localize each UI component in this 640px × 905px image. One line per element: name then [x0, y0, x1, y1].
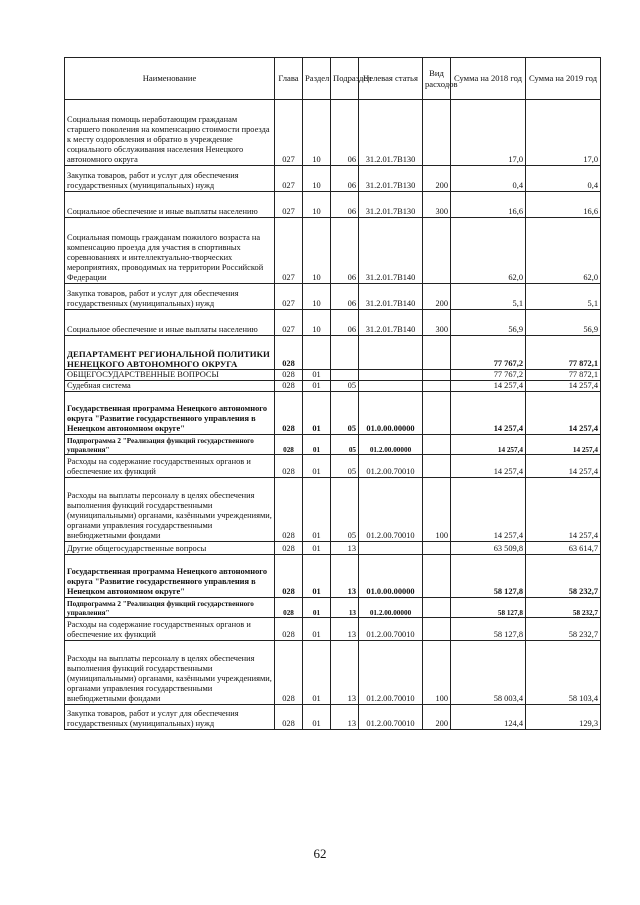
- cell-sum-2018: 62,0: [451, 218, 526, 284]
- cell-statya: 01.2.00.00000: [359, 598, 423, 618]
- cell-vid: [423, 435, 451, 455]
- cell-glava: 028: [275, 435, 303, 455]
- cell-name: Расходы на выплаты персоналу в целях обеспечения выполнения функций государственными (муниципальными) органами, казёнными учреждениями, органами управления государственными внебюджетными фондами: [65, 478, 275, 542]
- cell-sum-2018: 58 003,4: [451, 641, 526, 705]
- cell-razdel: 01: [303, 542, 331, 555]
- header-name: Наименование: [65, 58, 275, 100]
- cell-sum-2019: 58 103,4: [526, 641, 601, 705]
- cell-sum-2019: 56,9: [526, 310, 601, 336]
- cell-statya: 31.2.01.7В140: [359, 218, 423, 284]
- cell-podrazdel: 13: [331, 705, 359, 730]
- table-row: [65, 218, 601, 284]
- cell-name: Государственная программа Ненецкого автономного округа "Развитие государственного управления в Ненецком автономном округе": [65, 555, 275, 598]
- cell-sum-2018: 56,9: [451, 310, 526, 336]
- cell-razdel: 01: [303, 392, 331, 435]
- cell-vid: [423, 100, 451, 166]
- cell-statya: 31.2.01.7В130: [359, 192, 423, 218]
- cell-glava: 028: [275, 370, 303, 381]
- cell-razdel: 01: [303, 598, 331, 618]
- header-podrazdel: Подраздел: [331, 58, 359, 100]
- table-row: [65, 166, 601, 192]
- table-row: [65, 542, 601, 555]
- cell-podrazdel: 06: [331, 100, 359, 166]
- cell-statya: 01.2.00.00000: [359, 435, 423, 455]
- table-row: [65, 598, 601, 618]
- cell-sum-2018: 63 509,8: [451, 542, 526, 555]
- cell-podrazdel: 13: [331, 641, 359, 705]
- cell-razdel: 01: [303, 478, 331, 542]
- cell-name: Социальное обеспечение и иные выплаты населению: [65, 310, 275, 336]
- cell-sum-2018: 58 127,8: [451, 555, 526, 598]
- cell-sum-2019: 14 257,4: [526, 478, 601, 542]
- cell-sum-2019: 58 232,7: [526, 598, 601, 618]
- table-row: [65, 705, 601, 730]
- cell-sum-2018: 77 767,2: [451, 370, 526, 381]
- cell-razdel: 10: [303, 284, 331, 310]
- cell-podrazdel: 13: [331, 598, 359, 618]
- cell-podrazdel: 05: [331, 435, 359, 455]
- cell-podrazdel: [331, 370, 359, 381]
- cell-name: Судебная система: [65, 381, 275, 392]
- cell-vid: [423, 336, 451, 370]
- cell-sum-2018: 58 127,8: [451, 598, 526, 618]
- cell-glava: 028: [275, 705, 303, 730]
- header-sum-2018: Сумма на 2018 год: [451, 58, 526, 100]
- cell-sum-2018: 124,4: [451, 705, 526, 730]
- cell-glava: 028: [275, 478, 303, 542]
- cell-podrazdel: 06: [331, 310, 359, 336]
- cell-name: Расходы на выплаты персоналу в целях обеспечения выполнения функций государственными (муниципальными) органами, казёнными учреждениями, органами управления государственными внебюджетными фондами: [65, 641, 275, 705]
- header-razdel: Раздел: [303, 58, 331, 100]
- cell-razdel: 10: [303, 166, 331, 192]
- budget-table: [64, 57, 601, 730]
- cell-podrazdel: 05: [331, 392, 359, 435]
- cell-glava: 028: [275, 641, 303, 705]
- cell-podrazdel: 05: [331, 478, 359, 542]
- cell-sum-2019: 16,6: [526, 192, 601, 218]
- cell-sum-2018: 16,6: [451, 192, 526, 218]
- cell-vid: [423, 455, 451, 478]
- cell-statya: 01.2.00.70010: [359, 455, 423, 478]
- cell-glava: 028: [275, 542, 303, 555]
- cell-glava: 028: [275, 336, 303, 370]
- cell-podrazdel: 13: [331, 555, 359, 598]
- cell-name: Подпрограмма 2 "Реализация функций государственного управления": [65, 435, 275, 455]
- cell-vid: [423, 618, 451, 641]
- cell-razdel: 01: [303, 381, 331, 392]
- cell-name: Закупка товаров, работ и услуг для обеспечения государственных (муниципальных) нужд: [65, 284, 275, 310]
- page-number: 62: [313, 846, 327, 861]
- cell-glava: 027: [275, 100, 303, 166]
- cell-sum-2019: 63 614,7: [526, 542, 601, 555]
- cell-podrazdel: 06: [331, 218, 359, 284]
- cell-glava: 027: [275, 166, 303, 192]
- cell-sum-2018: 77 767,2: [451, 336, 526, 370]
- cell-name: Государственная программа Ненецкого автономного округа "Развитие государственного управления в Ненецком автономном округе": [65, 392, 275, 435]
- cell-podrazdel: 05: [331, 381, 359, 392]
- cell-sum-2019: 17,0: [526, 100, 601, 166]
- cell-razdel: 01: [303, 705, 331, 730]
- cell-statya: 31.2.01.7В130: [359, 166, 423, 192]
- cell-sum-2018: 17,0: [451, 100, 526, 166]
- cell-name: Подпрограмма 2 "Реализация функций государственного управления": [65, 598, 275, 618]
- cell-razdel: 01: [303, 435, 331, 455]
- cell-vid: 300: [423, 310, 451, 336]
- cell-podrazdel: 13: [331, 542, 359, 555]
- header-sum-2019: Сумма на 2019 год: [526, 58, 601, 100]
- cell-glava: 028: [275, 598, 303, 618]
- table-row: [65, 284, 601, 310]
- header-glava: Глава: [275, 58, 303, 100]
- cell-name: Другие общегосударственные вопросы: [65, 542, 275, 555]
- table-row: [65, 618, 601, 641]
- cell-glava: 028: [275, 455, 303, 478]
- table-row: [65, 392, 601, 435]
- cell-sum-2019: 5,1: [526, 284, 601, 310]
- cell-sum-2019: 77 872,1: [526, 336, 601, 370]
- cell-vid: 200: [423, 705, 451, 730]
- header-vid: Вид расходов: [423, 58, 451, 100]
- cell-vid: [423, 392, 451, 435]
- cell-glava: 028: [275, 381, 303, 392]
- cell-razdel: 01: [303, 555, 331, 598]
- cell-podrazdel: 06: [331, 192, 359, 218]
- cell-podrazdel: 05: [331, 455, 359, 478]
- cell-statya: [359, 336, 423, 370]
- table-row: [65, 455, 601, 478]
- cell-vid: [423, 218, 451, 284]
- cell-razdel: [303, 336, 331, 370]
- cell-name: Социальное обеспечение и иные выплаты населению: [65, 192, 275, 218]
- cell-sum-2018: 0,4: [451, 166, 526, 192]
- cell-name: ДЕПАРТАМЕНТ РЕГИОНАЛЬНОЙ ПОЛИТИКИ НЕНЕЦКОГО АВТОНОМНОГО ОКРУГА: [65, 336, 275, 370]
- cell-razdel: 01: [303, 370, 331, 381]
- cell-statya: 01.2.00.70010: [359, 705, 423, 730]
- cell-razdel: 01: [303, 455, 331, 478]
- cell-podrazdel: 13: [331, 618, 359, 641]
- cell-statya: 01.0.00.00000: [359, 555, 423, 598]
- cell-glava: 027: [275, 218, 303, 284]
- cell-razdel: 10: [303, 218, 331, 284]
- cell-statya: 31.2.01.7В140: [359, 284, 423, 310]
- cell-glava: 027: [275, 310, 303, 336]
- cell-statya: [359, 542, 423, 555]
- table-row: [65, 310, 601, 336]
- cell-statya: 01.2.00.70010: [359, 641, 423, 705]
- cell-podrazdel: [331, 336, 359, 370]
- cell-glava: 028: [275, 392, 303, 435]
- cell-sum-2018: 14 257,4: [451, 478, 526, 542]
- cell-vid: [423, 555, 451, 598]
- table-row: [65, 641, 601, 705]
- table-header-row: [65, 58, 601, 100]
- cell-statya: [359, 381, 423, 392]
- table-row: [65, 370, 601, 381]
- table-row: [65, 478, 601, 542]
- cell-vid: [423, 598, 451, 618]
- cell-sum-2019: 129,3: [526, 705, 601, 730]
- header-statya: Целевая статья: [359, 58, 423, 100]
- table-row: [65, 381, 601, 392]
- cell-vid: 200: [423, 166, 451, 192]
- cell-razdel: 01: [303, 641, 331, 705]
- cell-statya: [359, 370, 423, 381]
- cell-sum-2019: 58 232,7: [526, 555, 601, 598]
- cell-sum-2018: 14 257,4: [451, 455, 526, 478]
- cell-vid: 100: [423, 478, 451, 542]
- cell-glava: 027: [275, 192, 303, 218]
- cell-sum-2019: 14 257,4: [526, 455, 601, 478]
- cell-sum-2019: 14 257,4: [526, 392, 601, 435]
- cell-razdel: 10: [303, 192, 331, 218]
- cell-statya: 01.2.00.70010: [359, 478, 423, 542]
- cell-name: Расходы на содержание государственных органов и обеспечение их функций: [65, 455, 275, 478]
- cell-sum-2018: 5,1: [451, 284, 526, 310]
- cell-podrazdel: 06: [331, 166, 359, 192]
- cell-sum-2019: 0,4: [526, 166, 601, 192]
- table-row: [65, 100, 601, 166]
- table-body: [65, 100, 601, 730]
- cell-sum-2019: 58 232,7: [526, 618, 601, 641]
- cell-vid: 100: [423, 641, 451, 705]
- cell-razdel: 01: [303, 618, 331, 641]
- table-row: [65, 555, 601, 598]
- cell-glava: 028: [275, 555, 303, 598]
- cell-statya: 01.2.00.70010: [359, 618, 423, 641]
- cell-vid: [423, 381, 451, 392]
- table-row: [65, 336, 601, 370]
- cell-sum-2018: 14 257,4: [451, 392, 526, 435]
- cell-vid: [423, 370, 451, 381]
- table-row: [65, 435, 601, 455]
- cell-sum-2019: 62,0: [526, 218, 601, 284]
- cell-vid: 300: [423, 192, 451, 218]
- table-row: [65, 192, 601, 218]
- cell-sum-2019: 77 872,1: [526, 370, 601, 381]
- cell-statya: 01.0.00.00000: [359, 392, 423, 435]
- cell-name: Социальная помощь неработающим гражданам старшего поколения на компенсацию стоимости проезда к месту оздоровления и обратно в учреждение социального обслуживания населения Ненецкого автономного округа: [65, 100, 275, 166]
- cell-name: Расходы на содержание государственных органов и обеспечение их функций: [65, 618, 275, 641]
- cell-statya: 31.2.01.7В130: [359, 100, 423, 166]
- cell-podrazdel: 06: [331, 284, 359, 310]
- cell-name: Закупка товаров, работ и услуг для обеспечения государственных (муниципальных) нужд: [65, 166, 275, 192]
- cell-glava: 028: [275, 618, 303, 641]
- cell-statya: 31.2.01.7В140: [359, 310, 423, 336]
- cell-vid: [423, 542, 451, 555]
- cell-razdel: 10: [303, 100, 331, 166]
- cell-vid: 200: [423, 284, 451, 310]
- cell-razdel: 10: [303, 310, 331, 336]
- cell-sum-2018: 58 127,8: [451, 618, 526, 641]
- cell-sum-2019: 14 257,4: [526, 435, 601, 455]
- cell-name: ОБЩЕГОСУДАРСТВЕННЫЕ ВОПРОСЫ: [65, 370, 275, 381]
- cell-sum-2018: 14 257,4: [451, 435, 526, 455]
- cell-name: Закупка товаров, работ и услуг для обеспечения государственных (муниципальных) нужд: [65, 705, 275, 730]
- cell-glava: 027: [275, 284, 303, 310]
- cell-sum-2019: 14 257,4: [526, 381, 601, 392]
- cell-name: Социальная помощь гражданам пожилого возраста на компенсацию проезда для участия в спортивных соревнованиях и интеллектуально-творческих мероприятиях, проводимых на территории Российской Федерации: [65, 218, 275, 284]
- cell-sum-2018: 14 257,4: [451, 381, 526, 392]
